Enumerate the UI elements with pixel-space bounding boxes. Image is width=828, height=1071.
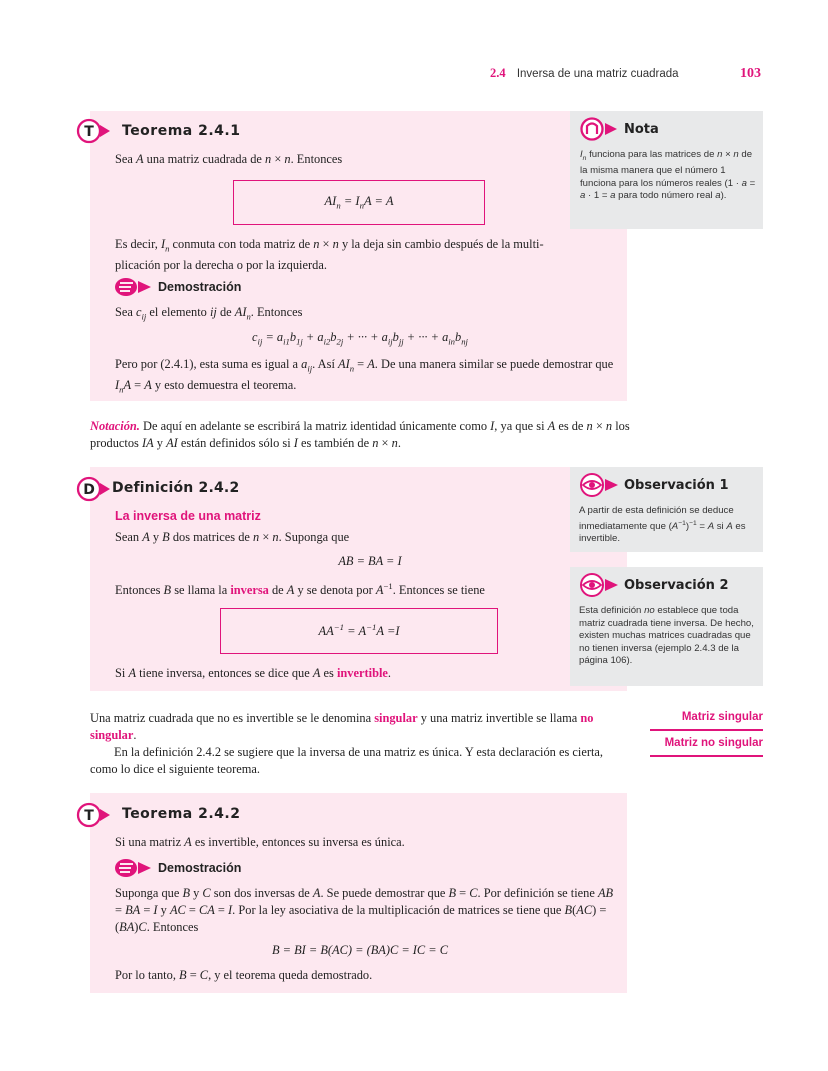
- running-header: [490, 66, 679, 81]
- note-text: $I_n$ funciona para las matrices de n × n de la misma manera que el número 1 funciona para los números reales (1 · a = a · 1 = a para todo número real a).: [580, 149, 756, 202]
- definition-equation-box: [220, 608, 498, 654]
- proof-1-line2: Pero por (2.4.1), esta suma es igual a $a_{ij}$. Así $AI_n = A$. De una manera similar se puede demostrar que $I_nA = A$ y esto demuestra el teorema.: [115, 357, 614, 395]
- proof-2-text: Suponga que B y C son dos inversas de A. Se puede demostrar que B = C. Por definición se tiene AB = BA = I y AC = CA = I. Por la ley asociativa de la multiplicación de matrices se tiene que B(AC) = (BA)C. Entonces: [115, 886, 614, 934]
- definition-equation-1: AB = BA = I: [338, 554, 402, 568]
- paragraph-p1-b: y una matriz invertible se llama: [420, 711, 578, 725]
- term-inversa: inversa: [230, 583, 269, 598]
- proof-2-equation: B = BI = B(AC) = (BA)C = IC = C: [271, 943, 448, 957]
- term-invertible: invertible: [336, 666, 388, 680]
- note-icon: [580, 117, 620, 146]
- margin-rule-1: [650, 729, 763, 731]
- theorem-1-label: Teorema 2.4.1: [122, 123, 241, 139]
- definition-line3-a: Si A tiene inversa, entonces se dice que A es: [115, 666, 334, 680]
- theorem-1-equation-box: [233, 180, 485, 225]
- eye-icon: [579, 473, 621, 502]
- definition-line2: [115, 578, 620, 599]
- eye-icon: [579, 573, 621, 602]
- definition-line3-end: .: [387, 666, 392, 680]
- svg-text:T: T: [84, 124, 94, 140]
- paragraph-p1-a: Una matriz cuadrada que no es invertible se le denomina: [90, 711, 372, 725]
- proof-2-conclusion: Por lo tanto, B = C, y el teorema queda demostrado.: [115, 968, 373, 982]
- definition-icon: [76, 476, 114, 507]
- definition-line2-a: Entonces B se llama la: [115, 583, 228, 598]
- definition-line3: [115, 665, 391, 682]
- paragraph-p1-end: .: [133, 728, 137, 742]
- proof-1-line1: Sea $c_{ij}$ el elemento ij de $AI_n$. Entonces: [115, 305, 303, 322]
- margin-term-singular: Matriz singular: [681, 711, 763, 723]
- theorem-1-intro: Sea A una matriz cuadrada de n × n. Entonces: [115, 152, 343, 166]
- proof-1-equation: $c_{ij} = a_{i1}b_{1j} + a_{i2}b_{2j}$ + ··· + $a_{ij}b_{jj}$ + ··· + $a_{in}b_{nj}$: [252, 330, 468, 347]
- margin-rule-2: [650, 755, 763, 757]
- singular-paragraph: [90, 710, 630, 744]
- section-number: 2.4: [490, 66, 506, 80]
- pointing-hand-icon: [114, 857, 154, 884]
- note-title: Nota: [624, 122, 659, 137]
- section-title: Inversa de una matriz cuadrada: [516, 68, 679, 80]
- term-singular: singular: [374, 711, 418, 725]
- theorem-1-equation: $AI_n = I_nA = A$: [324, 194, 394, 211]
- observation-1-title: Observación 1: [624, 478, 729, 493]
- definition-label: Definición 2.4.2: [112, 480, 240, 496]
- notation-paragraph: Notación. De aquí en adelante se escribirá la matriz identidad únicamente como I, ya que si A es de n × n los productos IA y AI están definidos sólo si I es también de n × n.: [90, 419, 630, 450]
- theorem-icon: [76, 118, 112, 149]
- theorem-1-text: Es decir, $I_n$ conmuta con toda matriz de n × n y la deja sin cambio después de la multi- plicación por la derecha o por la izquierda.: [115, 237, 544, 273]
- definition-subtitle: La inversa de una matriz: [115, 509, 261, 523]
- svg-text:T: T: [84, 808, 94, 824]
- observation-1-text: A partir de esta definición se deduce inmediatamente que $(A^{-1})^{-1} = A$ si A es invertible.: [579, 505, 746, 545]
- notation-label: Notación.: [90, 419, 140, 433]
- theorem-icon: [76, 802, 112, 833]
- page-number: 103: [740, 66, 761, 81]
- observation-2-text: Esta definición no establece que toda matriz cuadrada tiene inversa. De hecho, existen muchas matrices cuadradas que no tienen inversa (ejemplo 2.4.3 de la página 106).: [579, 605, 754, 666]
- definition-line2-b: de A y se denota por $A^{-1}$. Entonces se tiene: [271, 581, 485, 598]
- theorem-2-label: Teorema 2.4.2: [122, 806, 241, 822]
- observation-2-title: Observación 2: [624, 578, 729, 593]
- proof-2-label: Demostración: [158, 861, 242, 875]
- definition-line1: Sean A y B dos matrices de n × n. Suponga que: [115, 530, 350, 544]
- proof-1-label: Demostración: [158, 280, 242, 294]
- uniqueness-paragraph: En la definición 2.4.2 se sugiere que la inversa de una matriz es única. Y esta declaración es cierta, como lo dice el siguiente teorema.: [90, 745, 603, 776]
- term-no-singular: no singular: [90, 711, 594, 742]
- pointing-hand-icon: [114, 276, 154, 303]
- svg-text:D: D: [83, 482, 95, 498]
- definition-equation-2: $AA^{-1} = A^{-1}A =I$: [318, 622, 400, 639]
- theorem-2-statement: Si una matriz A es invertible, entonces su inversa es única.: [115, 835, 405, 849]
- margin-term-no-singular: Matriz no singular: [664, 737, 763, 749]
